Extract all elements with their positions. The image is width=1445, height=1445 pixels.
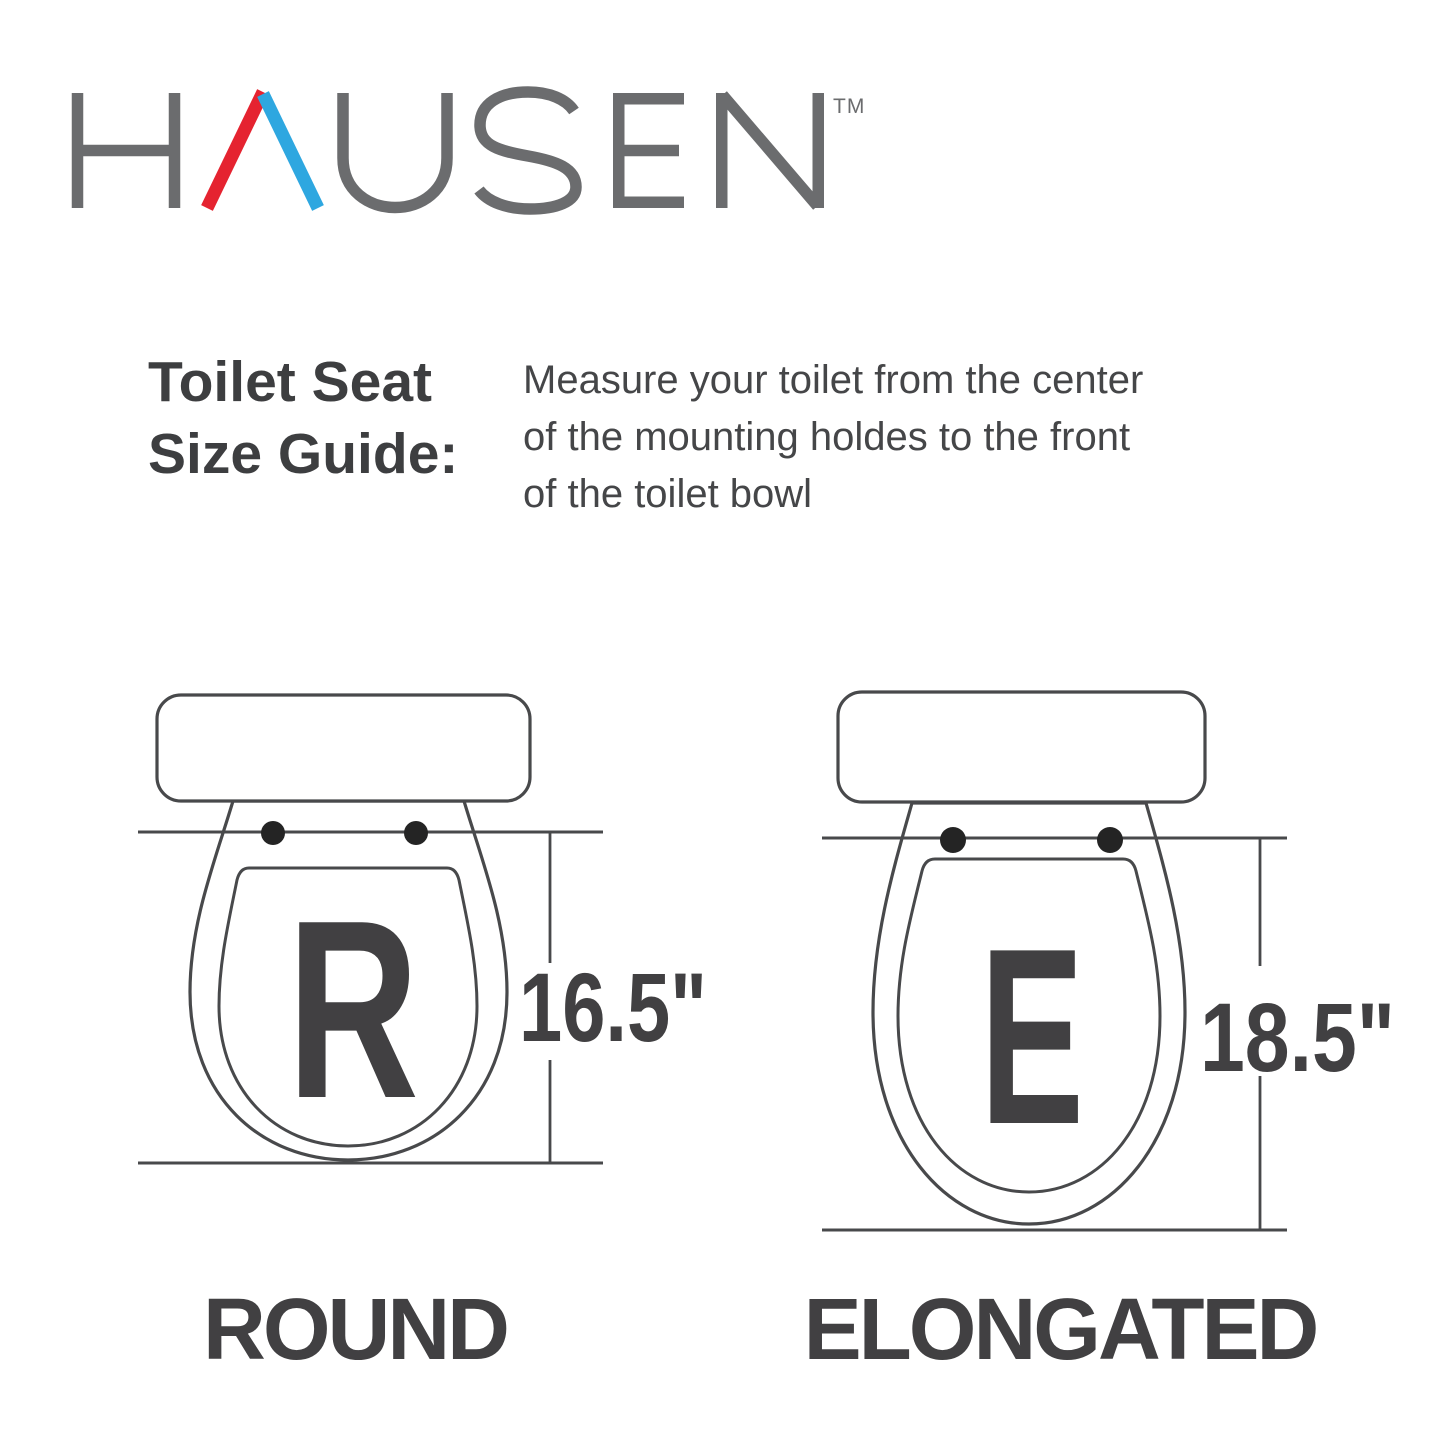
round-hinge-bolt-right-icon	[404, 821, 428, 845]
logo-letter-s	[479, 92, 576, 209]
page-title-line2: Size Guide:	[148, 422, 459, 486]
instructions-line3: of the toilet bowl	[523, 472, 813, 516]
elongated-hinge-bolt-right-icon	[1097, 827, 1123, 853]
elongated-label: ELONGATED	[803, 1281, 1317, 1378]
logo-letter-u	[343, 93, 447, 208]
round-label: ROUND	[203, 1281, 507, 1378]
logo-letter-e	[613, 93, 684, 208]
elongated-shape-letter: E	[980, 897, 1084, 1177]
elongated-toilet-diagram	[780, 670, 1440, 1245]
page-title	[148, 346, 458, 490]
round-tank	[157, 695, 530, 801]
logo-letter-h	[78, 93, 175, 208]
hausen-logo	[70, 85, 880, 215]
elongated-tank	[838, 692, 1205, 802]
elongated-measurement: 18.5"	[1200, 983, 1395, 1092]
instructions-line2: of the mounting holdes to the front	[523, 415, 1131, 459]
logo-letter-n	[722, 93, 819, 208]
round-shape-letter: R	[287, 867, 419, 1151]
logo-letter-a-blue-stroke	[263, 94, 318, 208]
logo-gray-letters	[78, 92, 819, 209]
round-hinge-bolt-left-icon	[261, 821, 285, 845]
page-title-line1: Toilet Seat	[148, 350, 432, 414]
round-toilet-diagram	[100, 670, 740, 1180]
elongated-hinge-bolt-left-icon	[940, 827, 966, 853]
trademark-symbol: TM	[833, 95, 866, 118]
logo-letter-a-red-stroke	[207, 92, 263, 208]
round-measurement: 16.5"	[519, 953, 707, 1062]
measure-instructions	[523, 352, 1143, 523]
instructions-line1: Measure your toilet from the center	[523, 358, 1144, 402]
